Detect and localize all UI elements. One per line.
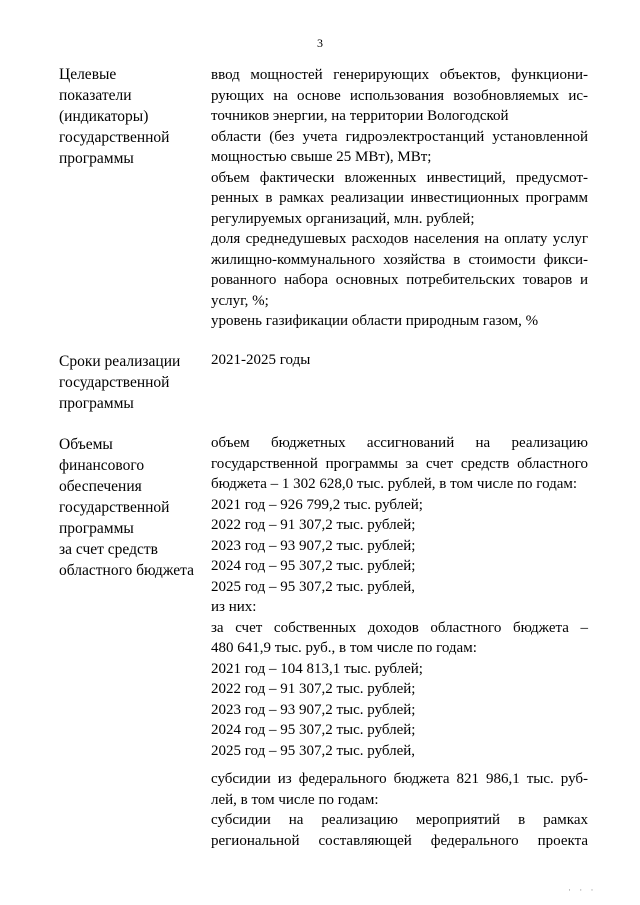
label-line: программы [59,520,134,537]
content-line: 2022 год – 91 307,2 тыс. рублей; [211,681,416,697]
content-line: из них: [211,599,257,615]
content-line: государственной программы за счет средств областного [211,455,588,472]
content-line: 2025 год – 95 307,2 тыс. рублей, [211,742,416,759]
content-line: 2021 год – 926 799,2 тыс. рублей; [211,496,423,513]
label-line: финансового [59,457,145,474]
content-line: регулируемых организаций, млн. рублей; [211,210,475,227]
content-line: субсидии на реализацию мероприятий в рамках [211,812,588,828]
label-line: (индикаторы) [59,108,149,125]
content-financing-volumes [211,433,588,851]
content-line: 2021 год – 104 813,1 тыс. рублей; [211,660,423,677]
label-line: Целевые [59,66,117,83]
label-line: Объемы [59,436,113,453]
label-line: за счет средств [59,541,158,558]
label-line: государственной [59,129,170,146]
content-line: региональной составляющей федерального проекта [211,832,588,849]
content-implementation-period [211,350,588,371]
content-line: рованного набора основных потребительских товаров и [211,272,588,288]
content-line: уровень газификации области природным газом, % [211,313,539,329]
content-line: 480 641,9 тыс. руб., в том числе по годам: [211,640,477,656]
content-line: ввод мощностей генерирующих объектов, функциони- [211,67,588,83]
content-line: услуг, %; [211,292,269,309]
content-line: лей, в том числе по годам: [211,791,379,808]
footer-marks: · · · [568,885,597,895]
content-line: бюджета – 1 302 628,0 тыс. рублей, в том числе по годам: [211,476,578,492]
content-line: мощностью свыше 25 МВт), МВт; [211,149,432,165]
content-line: жилищно-коммунального хозяйства в стоимости фикси- [211,251,588,268]
label-line: программы [59,395,134,412]
label-line: обеспечения [59,478,142,495]
content-line: 2024 год – 95 307,2 тыс. рублей; [211,558,416,574]
content-line: субсидии из федерального бюджета 821 986,1 тыс. руб- [211,771,588,787]
content-line: рующих на основе использования возобновляемых ис- [211,87,588,104]
content-line: за счет собственных доходов областного бюджета – [211,619,588,636]
label-line: государственной [59,499,170,516]
label-line: программы [59,150,134,167]
content-line: объем бюджетных ассигнований на реализацию [211,435,588,451]
content-line: доля среднедушевых расходов населения на оплату услуг [211,231,588,247]
content-line: объем фактически вложенных инвестиций, предусмот- [211,169,588,186]
page-number: 3 [317,36,323,50]
label-line: областного бюджета [59,562,194,579]
content-line: 2025 год – 95 307,2 тыс. рублей, [211,578,416,595]
content-line: 2023 год – 93 907,2 тыс. рублей; [211,701,416,718]
label-line: показатели [59,87,132,104]
content-line: 2023 год – 93 907,2 тыс. рублей; [211,537,416,554]
content-line: ренных в рамках реализации инвестиционных программ [211,190,588,206]
label-target-indicators [59,64,209,169]
label-financing-volumes [59,434,209,581]
label-line: государственной [59,374,170,391]
content-line: области (без учета гидроэлектростанций установленной [211,128,588,145]
content-line: 2021-2025 годы [211,352,311,368]
label-implementation-period [59,351,209,414]
content-line: 2024 год – 95 307,2 тыс. рублей; [211,722,416,738]
content-target-indicators [211,65,588,332]
content-line: точников энергии, на территории Вологодской [211,108,509,124]
label-line: Сроки реализации [59,353,181,370]
content-line: 2022 год – 91 307,2 тыс. рублей; [211,517,416,533]
